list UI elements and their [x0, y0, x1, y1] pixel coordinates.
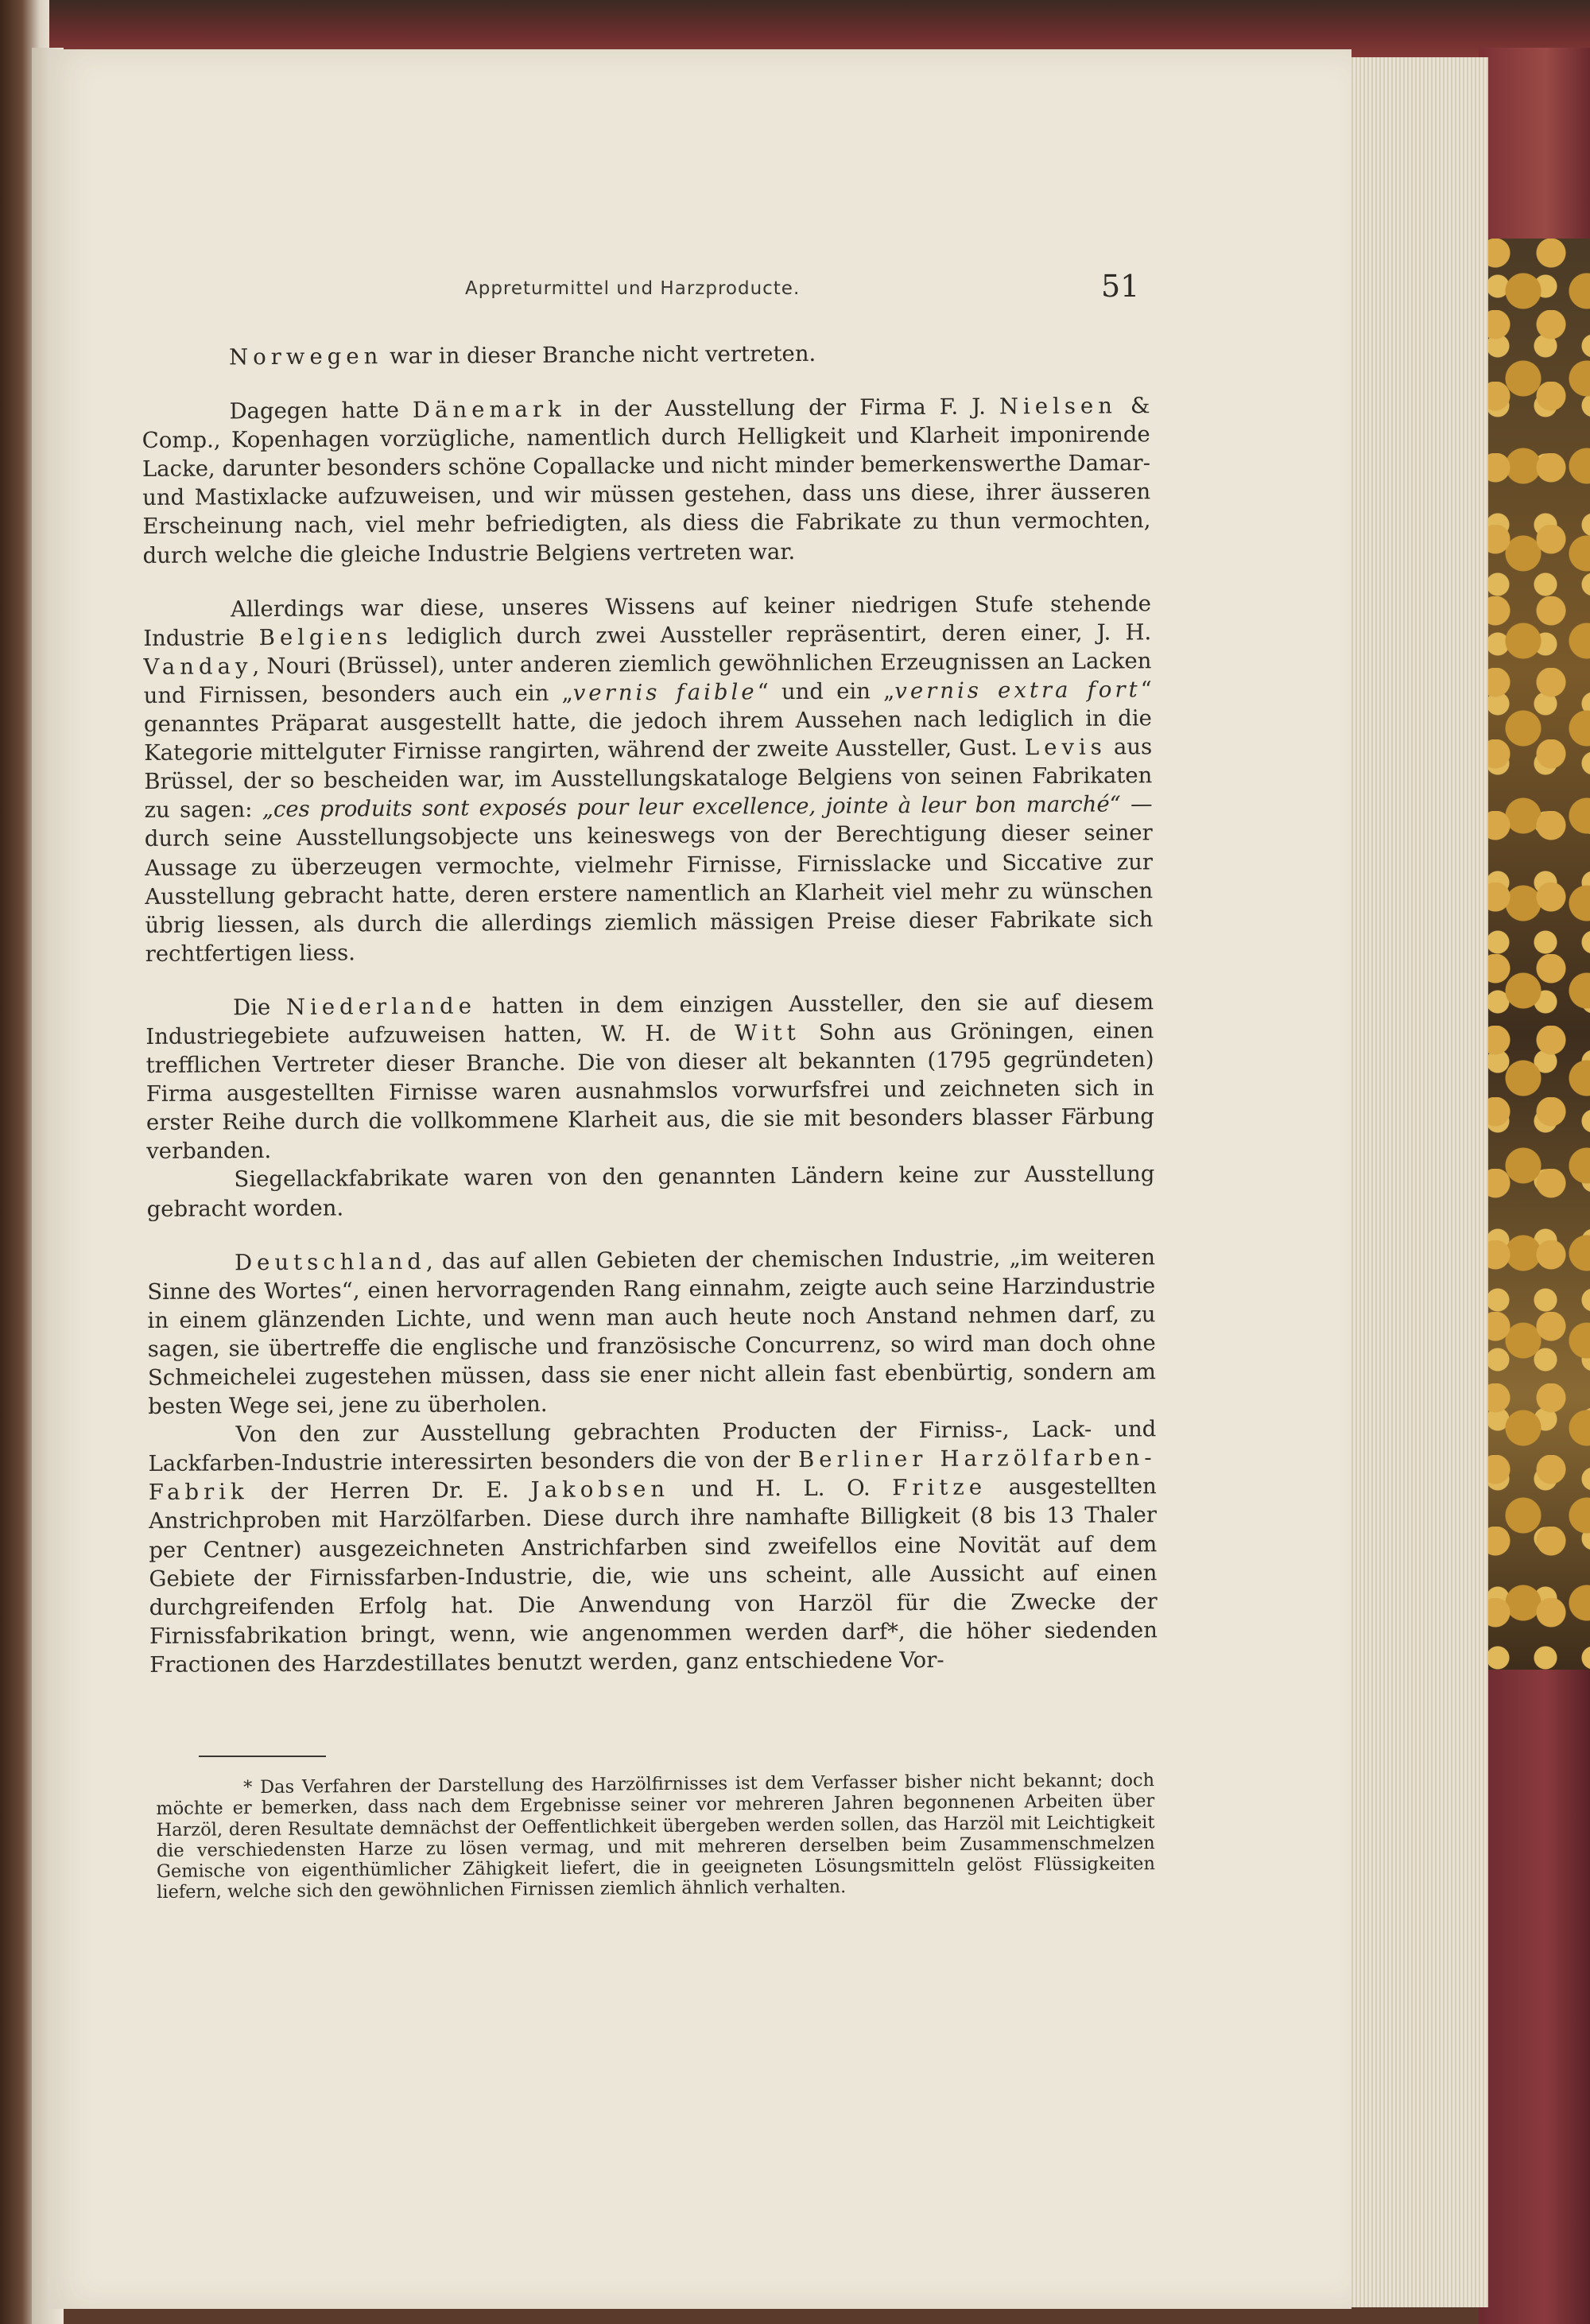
text-run: aus Brüssel, der so bescheiden war, im Ausstellungskataloge Belgiens von seinen Fabrikaten zu sagen:	[144, 734, 1153, 824]
paragraph-siegellack	[146, 1160, 1154, 1224]
text-run: war in dieser Branche nicht vertreten.	[382, 340, 816, 370]
text-run: Von den zur Ausstellung gebrachten Producten der Firniss-, Lack- und Lackfarben-Industrie interessirten besonders die von der	[148, 1416, 1157, 1477]
paragraph-deutschland	[147, 1243, 1156, 1421]
page-number: 51	[1101, 269, 1140, 304]
italic-quote: „ces produits sont exposés pour leur excellence, jointe à leur bon marché“	[262, 791, 1121, 823]
text-run: Sohn aus Gröningen, einen trefflichen Vertreter dieser Branche. Die von dieser alt bekannten (1795 gegründeten) Firma ausgestellten Firnisse waren ausnahmslos vorwurfsfrei und zeichneten sich in erster Reihe durch die vollkommene Klarheit aus, die sie mit besonders blasser Färbung verbanden.	[145, 1018, 1155, 1165]
body-text	[142, 337, 1158, 1679]
page-stack-edge	[1344, 57, 1488, 2307]
footnote-text: * Das Verfahren der Darstellung des Harzölfirnisses ist dem Verfasser bisher nicht bekannt; doch möchte er bemerken, dass nach dem Ergebnisse seiner vor mehreren Jahren begonnenen Arbeiten über Harzöl, deren Resultate demnächst der Oeffentlichkeit übergeben werden sollen, das Harzöl mit Leichtigkeit die verschiedensten Harze zu lösen vermag, und mit mehreren derselben beim Zusammenschmelzen Gemische von eigenthümlicher Zähigkeit liefert, die in geeigneten Lösungsmitteln gelöst Flüssigkeiten liefern, welche sich den gewöhnlichen Firnissen ziemlich ähnlich verhalten.	[156, 1770, 1155, 1903]
spaced-name: Deutschland	[234, 1248, 426, 1275]
spaced-name: Vanday	[143, 653, 253, 680]
text-run: — durch seine Ausstellungsobjecte uns keineswegs von der Berechtigung dieser seiner Aussage zu überzeugen vermochte, vielmehr Firnisse, Firnisslacke und Siccative zur Ausstellung gebracht hatte, deren erstere namentlich an Klarheit viel mehr zu wünschen übrig liessen, als durch die allerdings ziemlich mässigen Preise dieser Fabrikate sich rechtfertigen liess.	[144, 791, 1154, 967]
spaced-name: Norwegen	[229, 343, 383, 371]
text-run: in der Ausstellung der Firma F. J.	[565, 394, 1000, 422]
text-run: und H. L. O.	[669, 1475, 893, 1503]
footnote-rule	[199, 1756, 326, 1757]
text-run: & Comp., Kopenhagen vorzügliche, namentlich durch Helligkeit und Klarheit imponirende Lacke, darunter besonders schöne Copallacke und nicht minder bemerkenswerthe Damar- und Mastixlacke aufzuweisen, und wir müssen gestehen, dass uns diese, ihrer äusseren Erscheinung nach, viel mehr befriedigten, als diess die Fabrikate zu thun vermochten, durch welche die gleiche Industrie Belgiens vertreten war.	[142, 393, 1151, 568]
text-run: ausgestellten Anstrichproben mit Harzölfarben. Diese durch ihre namhafte Billigkeit (8 bis 13 Thaler per Centner) ausgezeichneten Anstrichfarben sind zweifellos eine Novität auf dem Gebiete der Firnissfarben-Industrie, die, wie uns scheint, alle Aussicht auf einen durchgreifenden Erfolg hat. Die Anwendung von Harzöl für die Zwecke der Firnissfabrikation bringt, wenn, wie angenommen werden darf*, die höher siedenden Fractionen des Harzdestillates benutzt werden, ganz entschiedene Vor-	[148, 1473, 1158, 1678]
spaced-name: Fritze	[892, 1474, 987, 1501]
footnote	[156, 1770, 1155, 1903]
text-run: Allerdings war diese, unseres Wissens auf keiner niedrigen Stufe stehende Industrie	[143, 590, 1152, 651]
text-run: der Herren Dr. E.	[248, 1477, 531, 1505]
paragraph-belgien	[143, 589, 1154, 968]
spaced-name: Niederlande	[285, 993, 477, 1020]
italic-term: vernis faible	[572, 679, 758, 706]
spaced-name: Belgiens	[258, 623, 393, 650]
paragraph-daenemark	[142, 391, 1150, 569]
text-run: , Nouri (Brüssel), unter anderen ziemlich gewöhnlichen Erzeugnissen an Lacken und Firnissen, besonders auch ein „	[143, 648, 1152, 708]
spaced-name: Jakobsen	[530, 1476, 670, 1503]
text-run: Dagegen hatte	[229, 398, 413, 425]
text-run: , das auf allen Gebieten der chemischen Industrie, „im weiteren Sinne des Wortes“, einen hervorragenden Rang einnahm, zeigte auch seine Harzindustrie in einem glänzenden Lichte, und wenn man auch heute noch Anstand nehmen darf, zu sagen, sie übertreffe die englische und französische Concurrenz, so wird man doch ohne Schmeichelei zugestehen müssen, dass sie ener nicht allein fast ebenbürtig, sondern am besten Wege sei, jene zu überholen.	[147, 1243, 1157, 1420]
spaced-name: Witt	[735, 1019, 801, 1046]
spaced-name: Dänemark	[412, 396, 566, 424]
marbled-endpaper	[1479, 239, 1590, 1686]
text-run: Siegellackfabrikate waren von den genannten Ländern keine zur Ausstellung gebracht worden.	[146, 1161, 1155, 1222]
text-run: “ und ein „	[757, 678, 895, 705]
text-run: “ genanntes Präparat ausgestellt hatte, die jedoch ihrem Aussehen nach lediglich in die Kategorie mittelguter Firnisse rangirten, während der zweite Aussteller, Gust.	[143, 677, 1153, 766]
book-cover-bottom	[1479, 1670, 1590, 2324]
spaced-name: Berliner Harzölfarben-Fabrik	[148, 1445, 1157, 1506]
book-cover-top	[1479, 48, 1590, 254]
text-run: hatten in dem einzigen Aussteller, den sie auf diesem Industriegebiete aufzuweisen hatten, W. H. de	[145, 989, 1154, 1049]
paragraph-niederlande	[145, 987, 1154, 1166]
text-run: Die	[233, 994, 287, 1021]
running-head: Appreturmittel und Harzproducte.	[465, 278, 801, 299]
spaced-name: Levis	[1024, 734, 1107, 761]
paragraph-harzoelfarben	[148, 1414, 1158, 1679]
spaced-name: Nielsen	[999, 393, 1118, 420]
text-run: lediglich durch zwei Aussteller repräsentirt, deren einer, J. H.	[392, 619, 1152, 650]
italic-term: vernis extra fort	[894, 677, 1141, 704]
paragraph-norwegen	[142, 337, 1150, 372]
